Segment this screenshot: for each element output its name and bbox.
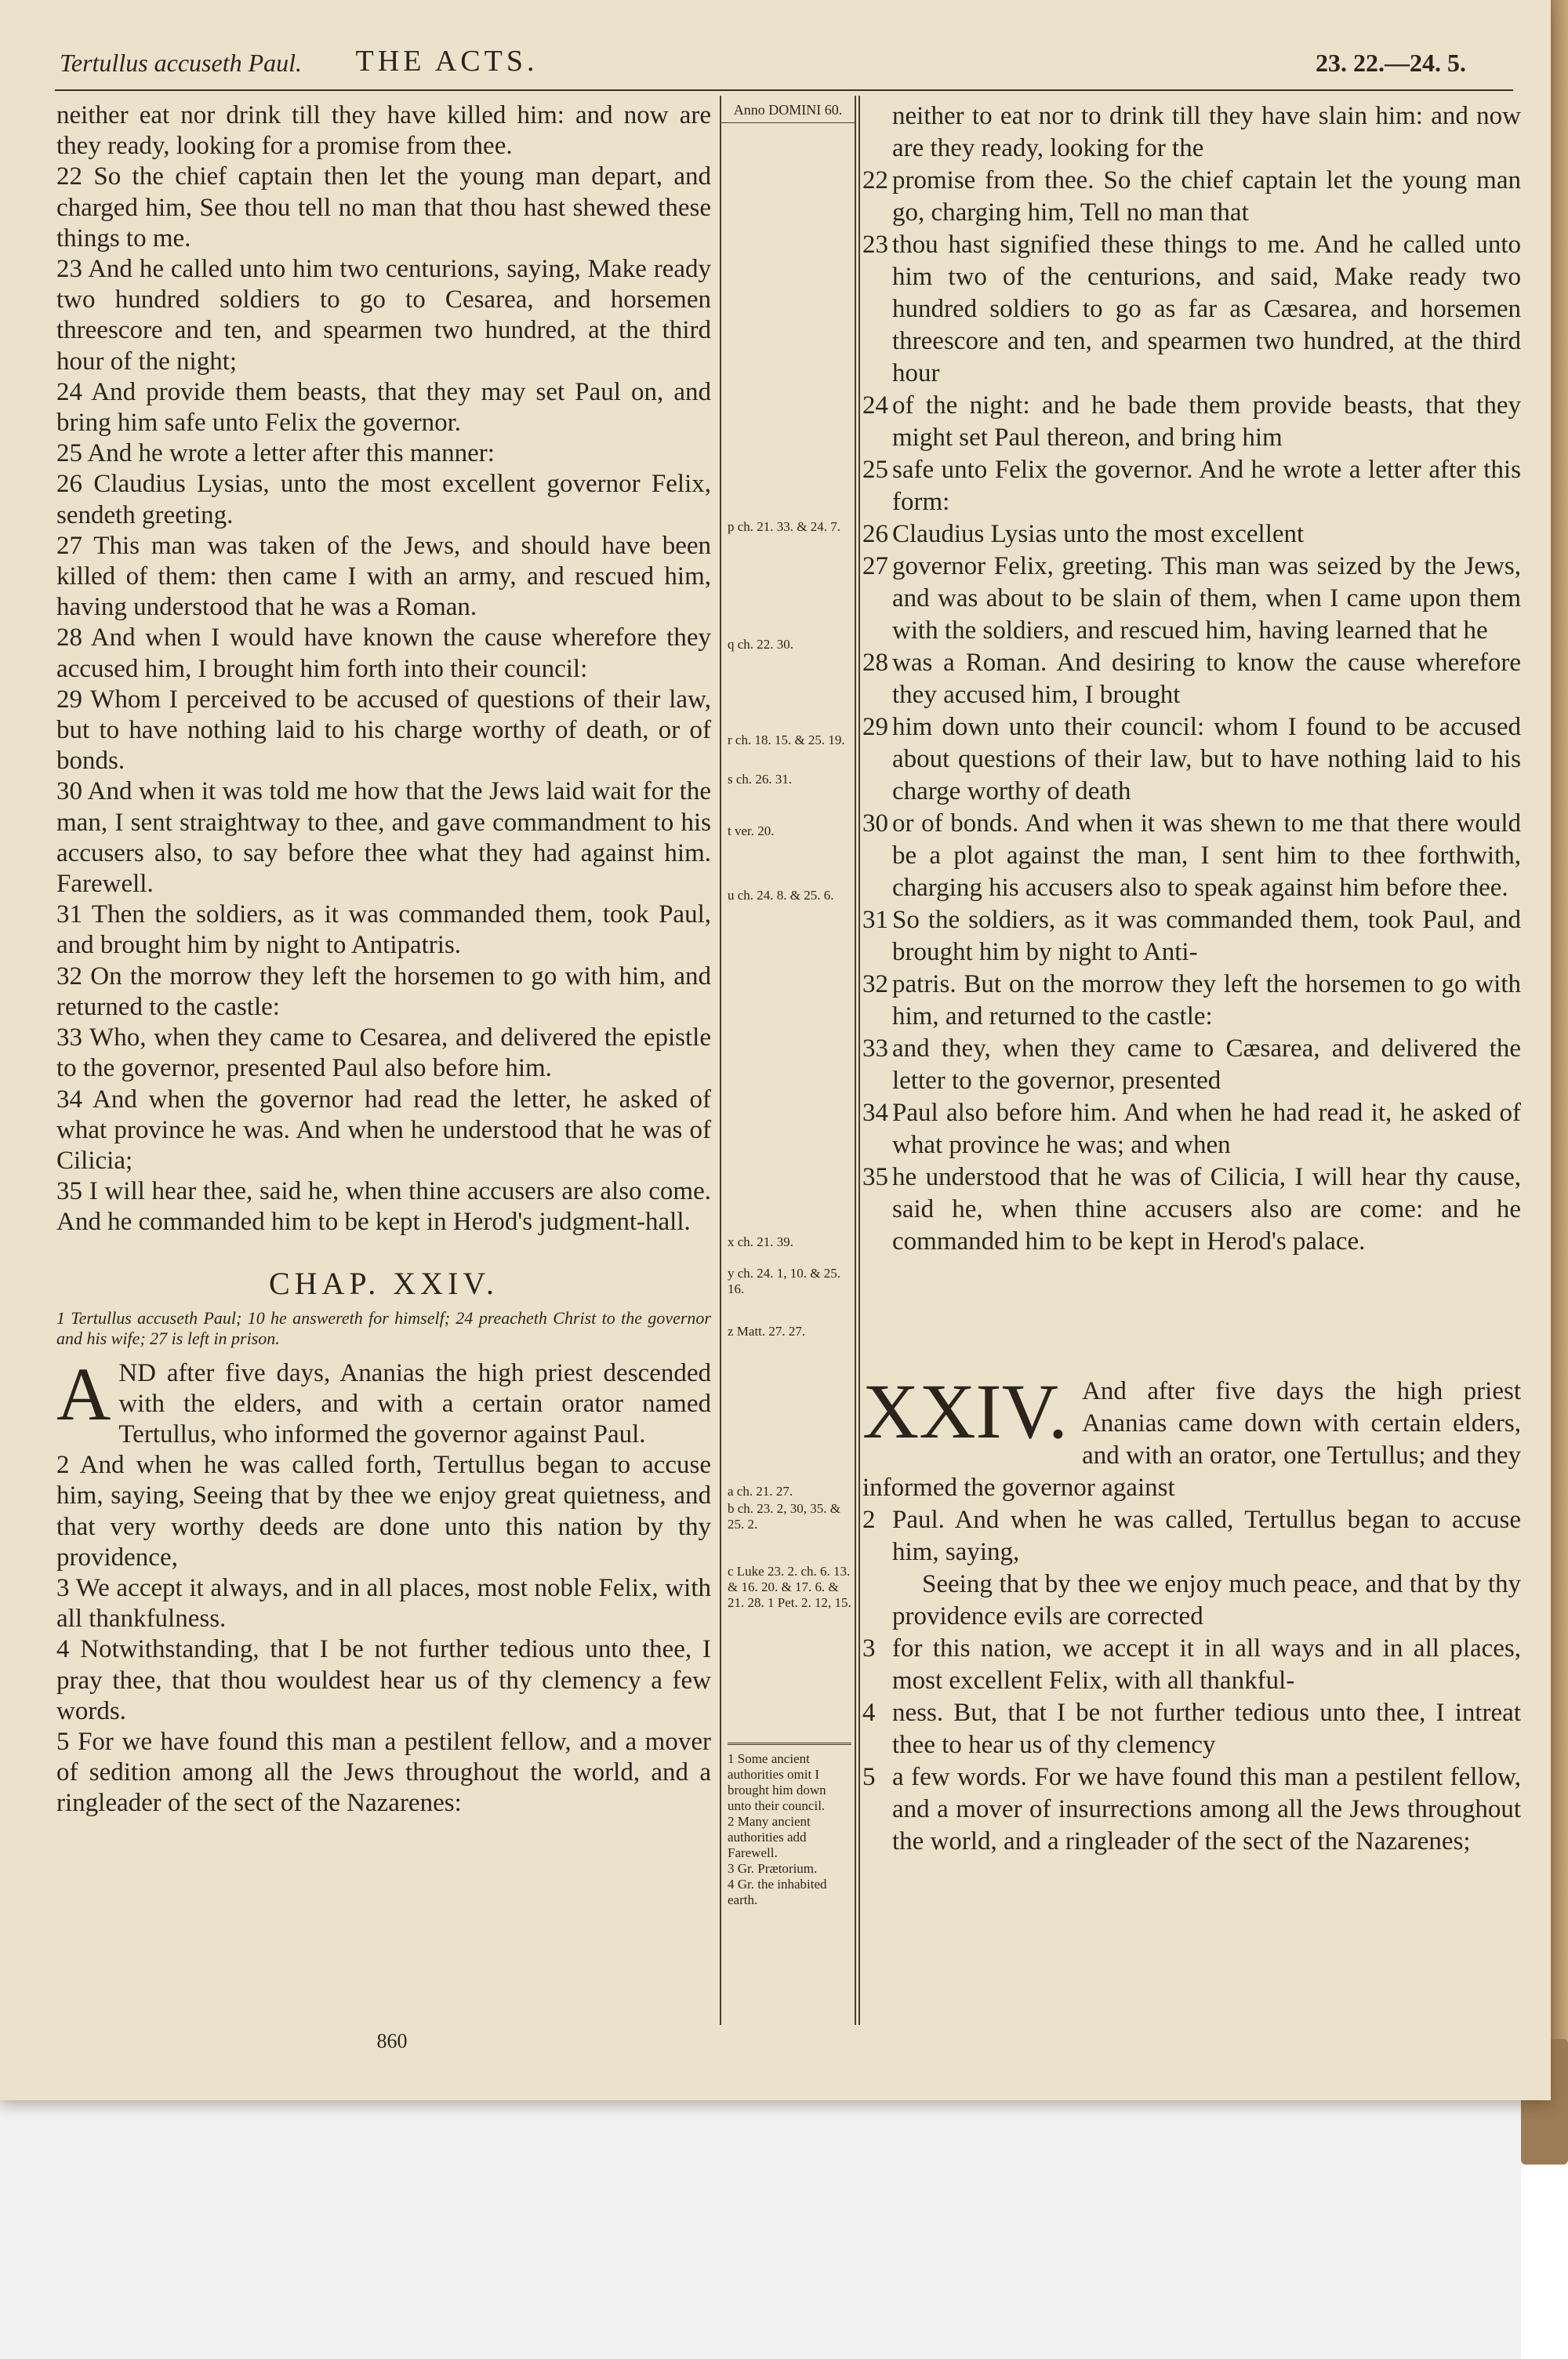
cross-reference: c Luke 23. 2. ch. 6. 13. & 16. 20. & 17. 6. & 21. 28. 1 Pet. 2. 12, 15. [728, 1564, 851, 1610]
cross-reference: p ch. 21. 33. & 24. 7. [728, 519, 841, 534]
verse-text [862, 165, 1521, 229]
verse-text [862, 969, 1521, 1033]
verse-body: patris. But on the morrow they left the horsemen to go with him, and returned to the castle: [892, 970, 1521, 1030]
verse-text: 29 Whom I perceived to be accused of questions of their law, but to have nothing laid to his charge worthy of death, or of bonds. [56, 685, 711, 776]
cross-reference: a ch. 21. 27. [728, 1484, 793, 1499]
verse-number: 2 [862, 1506, 876, 1534]
verse-body: governor Felix, greeting. This man was seized by the Jews, and was about to be slain of them, when I came upon them with the soldiers, and rescued him, having learned that he [892, 552, 1521, 645]
verse-text: 31 Then the soldiers, as it was commanded them, took Paul, and brought him by night to Antipatris. [56, 900, 711, 960]
verse-number: 28 [862, 649, 888, 677]
verse-body: Seeing that by thee we enjoy much peace, and that by thy providence evils are corrected [892, 1570, 1521, 1630]
reference-column [720, 96, 856, 2025]
verse-body: him down unto their council: whom I found to be accused about questions of their law, but to have nothing laid to his charge worthy of death [892, 713, 1521, 805]
verse-body: ness. But, that I be not further tedious unto thee, I intreat thee to hear us of thy clemency [892, 1699, 1521, 1759]
cross-reference: t ver. 20. [728, 823, 775, 838]
verse-text [862, 1568, 1521, 1633]
verse-number: 24 [862, 391, 888, 420]
verse-body: neither to eat nor to drink till they have slain him: and now are they ready, looking for the [892, 102, 1521, 162]
verse-number: 26 [862, 520, 888, 548]
verse-text: 3 We accept it always, and in all places, most noble Felix, with all thankfulness. [56, 1573, 711, 1634]
verse-body: of the night: and he bade them provide beasts, that they might set Paul thereon, and bring him [892, 391, 1521, 452]
verse-body: or of bonds. And when it was shewn to me that there would be a plot against the man, I sent him to thee forthwith, charging his accusers also to speak against him before thee. [892, 809, 1521, 902]
cross-reference: s ch. 26. 31. [728, 772, 793, 787]
verse-number: 31 [862, 906, 888, 934]
verse-text [862, 711, 1521, 808]
anno-domini: Anno DOMINI 60. [721, 102, 855, 123]
cross-reference: r ch. 18. 15. & 25. 19. [728, 732, 845, 747]
verse-number: 25 [862, 456, 888, 484]
running-header [55, 44, 1513, 83]
verse-text: 33 Who, when they came to Cesarea, and delivered the epistle to the governor, presented Paul also before him. [56, 1023, 711, 1083]
verse-number: 30 [862, 809, 888, 838]
verse-text: 27 This man was taken of the Jews, and should have been killed of them: then came I with an army, and rescued him, having understood that he was a Roman. [56, 531, 711, 622]
verse-text [862, 229, 1521, 390]
verse-text [862, 1097, 1521, 1161]
verse-text [862, 390, 1521, 454]
verse-text [862, 1761, 1521, 1858]
verse-body: And after five days the high priest Ananias came down with certain elders, and with an orator, one Tertullus; and they informed the governor against [862, 1377, 1521, 1502]
verse-number: 22 [862, 166, 888, 194]
verse-text: 34 And when the governor had read the letter, he asked of what province he was. And when he understood that he was of Cilicia; [56, 1085, 711, 1175]
verse-text [862, 518, 1521, 551]
header-chapter-range: 23. 22.—24. 5. [1316, 49, 1466, 77]
cross-reference: z Matt. 27. 27. [728, 1324, 806, 1339]
verse-body: Claudius Lysias unto the most excellent [892, 520, 1305, 548]
marginal-note: 1 Some ancient authorities omit I brought him down unto their council. [728, 1751, 826, 1813]
verse-body: Paul. And when he was called, Tertullus began to accuse him, saying, [892, 1506, 1521, 1566]
verse-text [862, 1697, 1521, 1761]
verse-text [862, 647, 1521, 711]
verse-body: thou hast signified these things to me. And he called unto him two of the centurions, and said, Make ready two hundred soldiers to go as far as Cæsarea, and horsemen threescore and ten, and spearmen two hundred, at the third hour [892, 231, 1521, 387]
verse-body: So the soldiers, as it was commanded them, took Paul, and brought him by night to Anti- [892, 906, 1521, 966]
cross-reference: y ch. 24. 1, 10. & 25. 16. [728, 1266, 841, 1296]
verse-text [862, 904, 1521, 969]
verse-text: 30 And when it was told me how that the Jews laid wait for the man, I sent straightway to thee, and gave commandment to his accusers also, to say before thee what they had against him. Farewell. [56, 777, 711, 899]
verse-text [862, 100, 1521, 165]
cross-reference: x ch. 21. 39. [728, 1234, 794, 1249]
verse-body: for this nation, we accept it in all ways and in all places, most excellent Felix, with all thankful- [892, 1634, 1521, 1695]
drop-cap: A [56, 1351, 111, 1436]
verse-number: 23 [862, 231, 888, 259]
header-left-title: Tertullus accuseth Paul. [60, 49, 303, 77]
verse-text: 28 And when I would have known the cause wherefore they accused him, I brought him forth into their council: [56, 623, 711, 683]
cross-reference: b ch. 23. 2, 30, 35. & 25. 2. [728, 1501, 841, 1532]
verse-text: 24 And provide them beasts, that they may set Paul on, and bring him safe unto Felix the governor. [56, 377, 711, 438]
verse-body: safe unto Felix the governor. And he wrote a letter after this form: [892, 456, 1521, 516]
marginal-note: 4 Gr. the inhabited earth. [728, 1877, 827, 1907]
verse-body: and they, when they came to Cæsarea, and delivered the letter to the governor, presented [892, 1034, 1521, 1095]
chapter-heading: CHAP. XXIV. [268, 1265, 499, 1301]
verse-text [862, 1368, 1521, 1504]
verse-text [862, 1633, 1521, 1697]
verse-body: promise from thee. So the chief captain let the young man go, charging him, Tell no man that [892, 166, 1521, 227]
verse-number: 32 [862, 970, 888, 998]
verse-text: 4 Notwithstanding, that I be not further tedious unto thee, I pray thee, that thou wouldest hear us of thy clemency a few words. [56, 1635, 711, 1725]
verse-body: was a Roman. And desiring to know the cause wherefore they accused him, I brought [892, 649, 1521, 709]
verse-body: a few words. For we have found this man a pestilent fellow, and a mover of insurrections among all the Jews throughout the world, and a ringleader of the sect of the Nazarenes; [892, 1763, 1521, 1856]
verse-number: 29 [862, 713, 888, 741]
verse-text: 26 Claudius Lysias, unto the most excellent governor Felix, sendeth greeting. [56, 470, 711, 529]
verse-text: 32 On the morrow they left the horsemen to go with him, and returned to the castle: [56, 961, 711, 1021]
verse-number: 4 [862, 1699, 876, 1727]
verse-number: 3 [862, 1634, 876, 1663]
verse-text: 35 I will hear thee, said he, when thine accusers are also come. And he commanded him to be kept in Herod's judgment-hall. [56, 1177, 711, 1237]
verse-text: 5 For we have found this man a pestilent fellow, and a mover of sedition among all the Jews throughout the world, and a ringleader of the sect of the Nazarenes: [56, 1727, 711, 1818]
verse-text: 22 So the chief captain then let the young man depart, and charged him, See thou tell no man that thou hast shewed these things to me. [56, 162, 711, 253]
page-number: 860 [376, 2030, 408, 2052]
verse-text [862, 1033, 1521, 1097]
chapter-numeral: XXIV. [862, 1368, 1069, 1455]
cross-reference: q ch. 22. 30. [728, 637, 794, 652]
verse-body: Paul also before him. And when he had read it, he asked of what province he was; and when [892, 1099, 1521, 1159]
verse-text [862, 454, 1521, 518]
right-column-rv [862, 100, 1521, 1858]
verse-text: neither eat nor drink till they have killed him: and now are they ready, looking for a promise from thee. [56, 101, 711, 161]
verse-text [862, 551, 1521, 647]
header-book-title: THE ACTS. [355, 45, 539, 78]
chapter-spacer [862, 1258, 1521, 1376]
verse-text: ND after five days, Ananias the high priest descended with the elders, and with a certain orator named Tertullus, who informed the governor against Paul. [118, 1358, 711, 1448]
verse-text [862, 1504, 1521, 1568]
verse-text: 25 And he wrote a letter after this manner: [56, 439, 495, 468]
background-surface [0, 2100, 1521, 2359]
verse-number: 27 [862, 552, 888, 580]
header-rule [55, 89, 1513, 91]
verse-body: he understood that he was of Cilicia, I will hear thy cause, said he, when thine accusers also are come: and he commanded him to be kept in Herod's palace. [892, 1163, 1521, 1256]
verse-text: 23 And he called unto him two centurions, saying, Make ready two hundred soldiers to go to Cesarea, and horsemen threescore and ten, and spearmen two hundred, at the third hour of the night; [56, 255, 711, 376]
verse-number: 35 [862, 1163, 888, 1191]
marginal-note: 2 Many ancient authorities add Farewell. [728, 1814, 811, 1860]
verse-text [862, 808, 1521, 904]
left-column-kjv [56, 100, 711, 1819]
verse-text: 2 And when he was called forth, Tertullus began to accuse him, saying, Seeing that by thee we enjoy great quietness, and that very worthy deeds are done unto this nation by thy providence, [56, 1451, 711, 1572]
verse-number: 34 [862, 1099, 888, 1127]
chapter-summary: 1 Tertullus accuseth Paul; 10 he answereth for himself; 24 preacheth Christ to the governor and his wife; 27 is left in prison. [56, 1307, 711, 1348]
verse-number: 33 [862, 1034, 888, 1063]
marginal-note: 3 Gr. Prætorium. [728, 1861, 818, 1876]
cross-reference: u ch. 24. 8. & 25. 6. [728, 888, 834, 903]
verse-text [862, 1161, 1521, 1258]
marginal-notes [728, 1743, 851, 1908]
verse-number: 5 [862, 1763, 876, 1791]
